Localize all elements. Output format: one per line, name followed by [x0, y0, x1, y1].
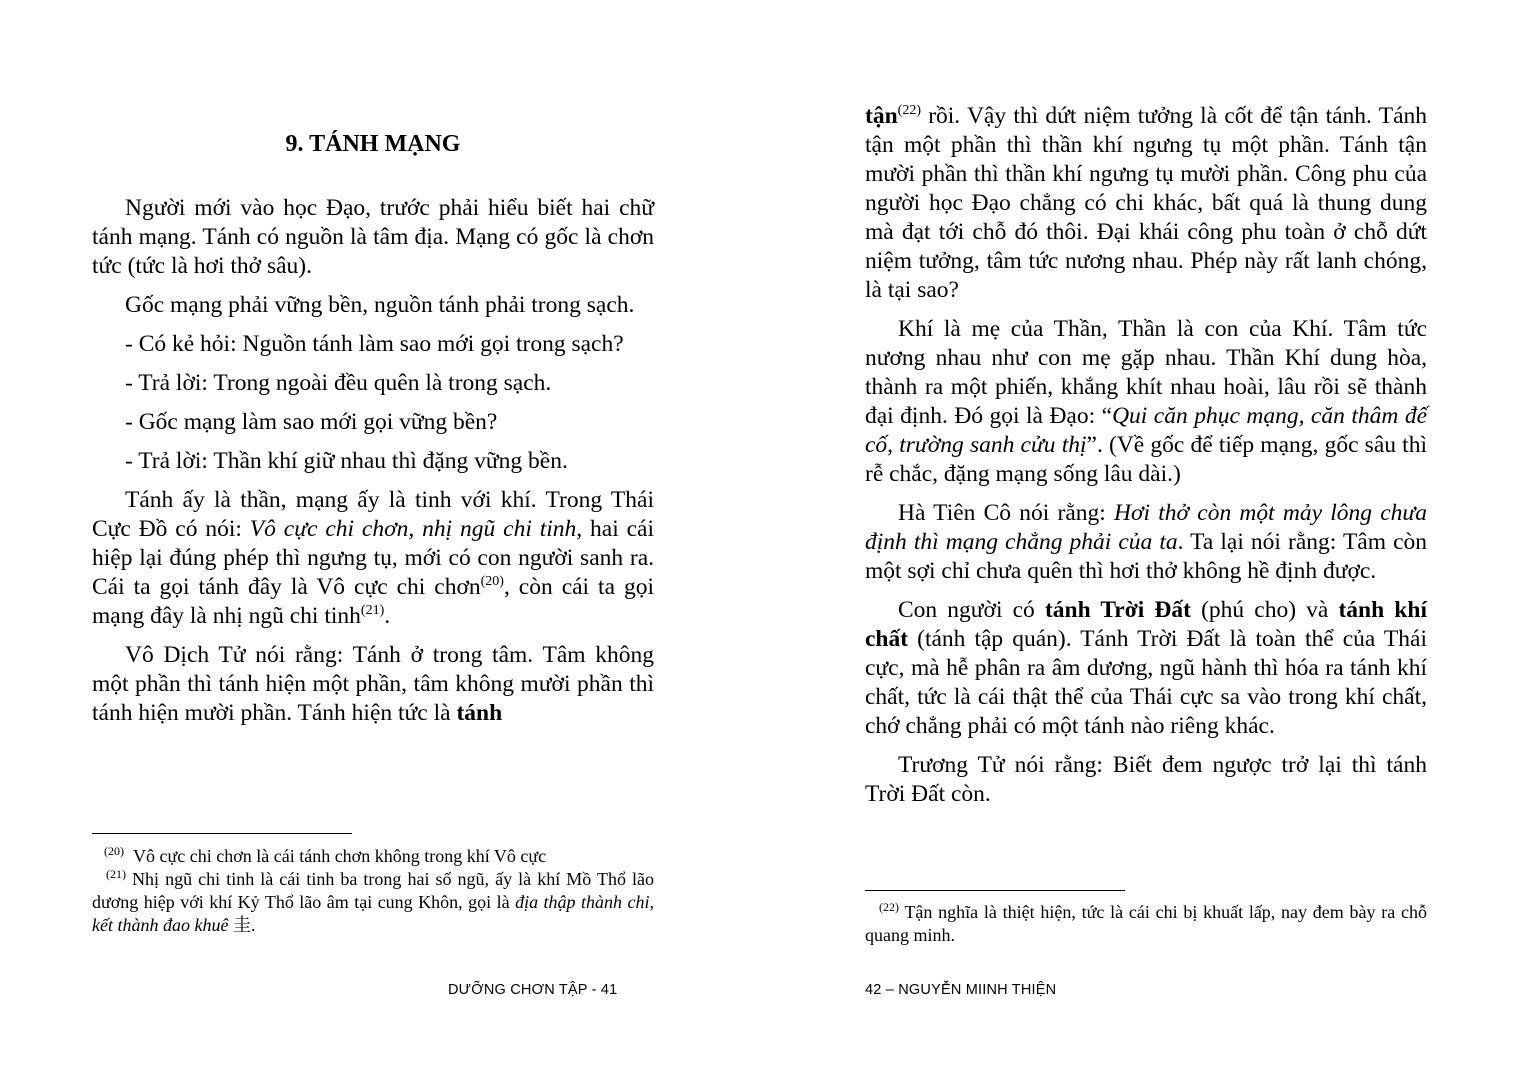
right-body-text	[865, 102, 1427, 819]
footnote-ref-20[interactable]: (20)	[480, 574, 504, 590]
bold-term: tánh	[456, 700, 503, 726]
footnote-divider	[92, 833, 352, 834]
paragraph: Trương Tử nói rằng: Biết đem ngược trở lại thì tánh Trời Đất còn.	[865, 752, 1427, 807]
paragraph: Vô Dịch Tử nói rằng: Tánh ở trong tâm. Tâm không một phần thì tánh hiện một phần, tâm không mười phần thì tánh hiện mười phần. Tánh hiện tức là tánh	[92, 642, 654, 726]
footnote-20: $^{(20)}$ Vô cực chi chơn là cái tánh chơn không trong khí Vô cực	[104, 844, 547, 866]
paragraph: - Trả lời: Trong ngoài đều quên là trong sạch.	[125, 370, 552, 396]
chapter-title: 9. TÁNH MẠNG	[285, 131, 461, 157]
kanji-glyph: 圭	[232, 915, 251, 936]
footnote-ref-22[interactable]: (22)	[897, 103, 921, 119]
paragraph: Con người có tánh Trời Đất (phú cho) và tánh khí chất (tánh tập quán). Tánh Trời Đất là toàn thể của Thái cực, mà hễ phân ra âm dương, ngũ hành thì hóa ra tánh khí chất, tức là cái thật thể của Thái cực sa vào trong khí chất, chớ chẳng phải có một tánh nào riêng khác.	[865, 597, 1427, 739]
italic-quote: Hơi thở còn một mảy lông chưa định thì mạng chẳng phải của ta	[865, 500, 1427, 555]
page-footer-left: DƯỠNG CHƠN TẬP - 41	[448, 982, 618, 998]
footnotes-left	[92, 845, 654, 937]
left-page	[92, 0, 654, 1076]
paragraph: Hà Tiên Cô nói rằng: Hơi thở còn một mảy lông chưa định thì mạng chẳng phải của ta. Ta lại nói rằng: Tâm còn một sợi chỉ chưa quên thì hơi thở không hề định được.	[865, 500, 1428, 584]
paragraph: Tánh ấy là thần, mạng ấy là tinh với khí. Trong Thái Cực Đồ có nói: Vô cực chi chơn, nhị ngũ chi tinh, hai cái hiệp lại đúng phép thì ngưng tụ, mới có con người sanh ra. Cái ta gọi tánh đây là Vô cực chi chơn$^{(20)}$, còn cái ta gọi mạng đây là nhị ngũ chi tinh$^{(21)}$.	[92, 487, 654, 629]
paragraph: - Có kẻ hỏi: Nguồn tánh làm sao mới gọi trong sạch?	[125, 331, 624, 357]
italic-quote: Qui căn phục mạng, căn thâm đế cố, trường sanh cửu thị	[865, 403, 1427, 458]
left-body-text	[92, 194, 654, 738]
paragraph: - Gốc mạng làm sao mới gọi vững bền?	[125, 409, 498, 435]
page-footer-right: 42 – NGUYỄN MIINH THIỆN	[865, 982, 1057, 998]
italic-quote: Vô cực chi chơn, nhị ngũ chi tinh,	[249, 516, 583, 542]
paragraph: - Trả lời: Thần khí giữ nhau thì đặng vững bền.	[125, 448, 568, 474]
paragraph: Gốc mạng phải vững bền, nguồn tánh phải trong sạch.	[125, 292, 635, 318]
paragraph: tận$^{(22)}$ rồi. Vậy thì dứt niệm tưởng là cốt để tận tánh. Tánh tận một phần thì thần khí ngưng tụ một phần. Tánh tận mười phần thì thần khí ngưng tụ mười phần. Công phu của người học Đạo chẳng có chi khác, bất quá là thung dung mà đạt tới chỗ đó thôi. Đại khái công phu toàn ở chỗ dứt niệm tưởng, tâm tức nương nhau. Phép này rất lanh chóng, là tại sao?	[865, 103, 1427, 303]
footnotes-right	[865, 901, 1427, 947]
paragraph: Người mới vào học Đạo, trước phải hiểu biết hai chữ tánh mạng. Tánh có nguồn là tâm địa. Mạng có gốc là chơn tức (tức là hơi thở sâu).	[92, 195, 654, 279]
paragraph: Khí là mẹ của Thần, Thần là con của Khí. Tâm tức nương nhau như con mẹ gặp nhau. Thần Khí dung hòa, thành ra một phiến, khắng khít nhau hoài, lâu rồi sẽ thành đại định. Đó gọi là Đạo: “Qui căn phục mạng, căn thâm đế cố, trường sanh cửu thị”. (Về gốc để tiếp mạng, gốc sâu thì rễ chắc, đặng mạng sống lâu dài.)	[865, 316, 1427, 487]
footnote-21: $^{(21)}$ Nhị ngũ chi tinh là cái tinh ba trong hai số ngũ, ấy là khí Mồ Thổ lão dương hiệp với khí Kỷ Thổ lão âm tại cung Khôn, gọi là địa thập thành chi, kết thành đao khuê 圭.	[92, 867, 655, 936]
bold-term: tánh khí chất	[865, 597, 1427, 652]
bold-term: tận	[865, 103, 898, 129]
footnote-divider	[865, 890, 1125, 891]
footnote-ref-21[interactable]: (21)	[360, 603, 385, 619]
bold-term: tánh Trời Đất	[1044, 597, 1191, 623]
right-page	[865, 0, 1427, 1076]
footnote-22: $^{(22)}$ Tận nghĩa là thiệt hiện, tức là cái chi bị khuất lấp, nay đem bày ra chỗ quang minh.	[865, 900, 1427, 945]
